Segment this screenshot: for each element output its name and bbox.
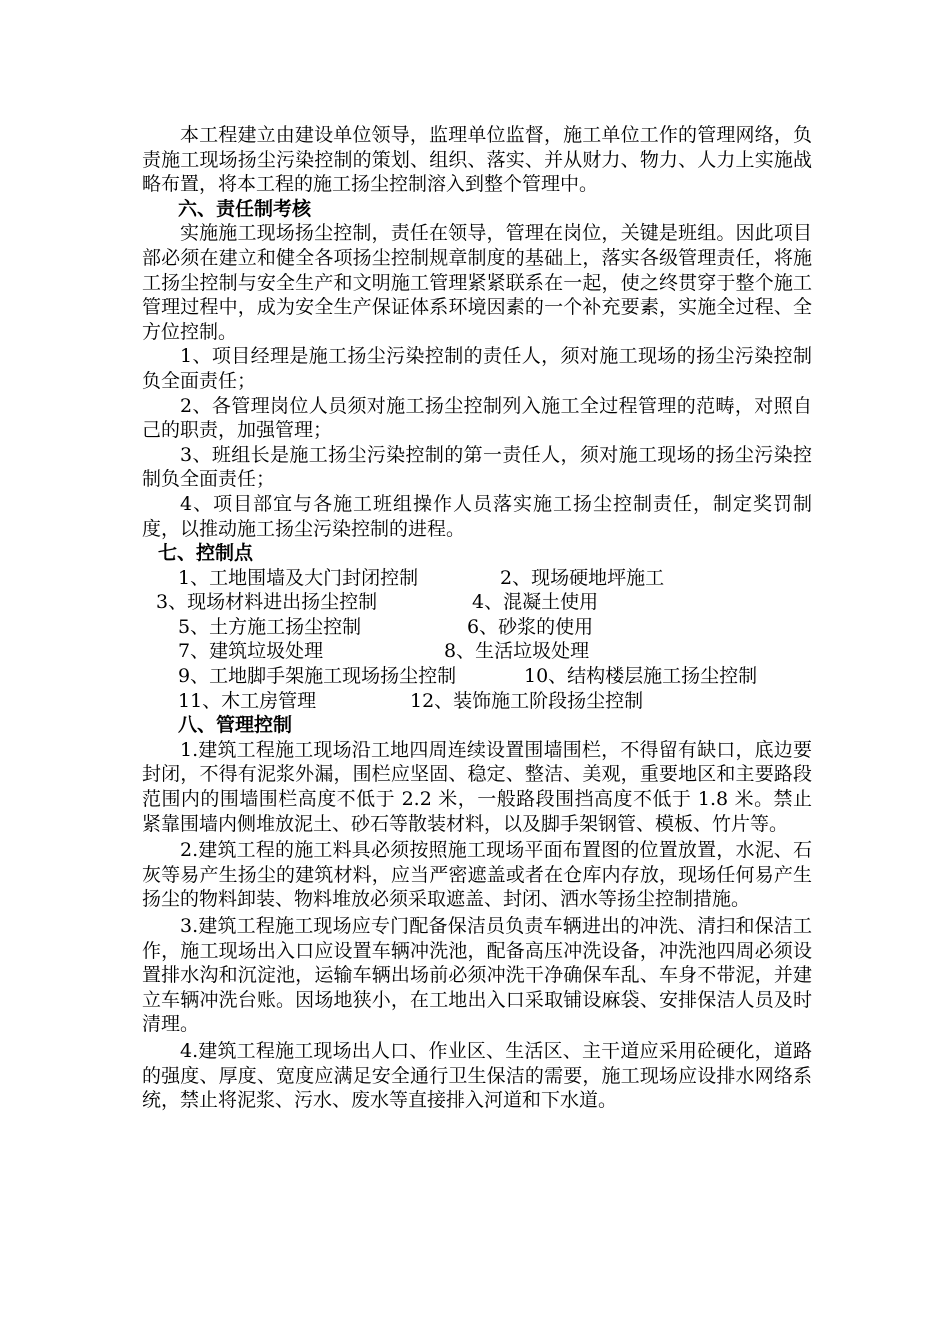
control-point-right: 10、结构楼层施工扬尘控制 bbox=[524, 665, 758, 688]
control-point-right: 6、砂浆的使用 bbox=[467, 615, 594, 638]
control-point-right: 4、混凝土使用 bbox=[472, 591, 599, 614]
section-6-item-2: 2、各管理岗位人员须对施工扬尘控制列入施工全过程管理的范畴，对照自己的职责，加强管理； bbox=[142, 394, 812, 442]
section-8-item-3: 3.建筑工程施工现场应专门配备保洁员负责车辆进出的冲洗、清扫和保洁工作，施工现场出入口应设置车辆冲洗池，配备高压冲洗设备，冲洗池四周必须设置排水沟和沉淀池，运输车辆出场前必须冲洗干净确保车乱、车身不带泥，并建立车辆冲洗台账。因场地狭小，在工地出入口采取铺设麻袋、安排保洁人员及时清理。 bbox=[142, 915, 812, 1036]
section-6-item-4: 4、项目部宜与各施工班组操作人员落实施工扬尘控制责任，制定奖罚制度，以推动施工扬尘污染控制的进程。 bbox=[142, 492, 812, 540]
control-point-right: 12、装饰施工阶段扬尘控制 bbox=[410, 689, 644, 712]
control-point-left: 7、建筑垃圾处理 bbox=[178, 640, 324, 663]
section-7-heading: 七、控制点 bbox=[158, 542, 254, 565]
control-point-right: 8、生活垃圾处理 bbox=[444, 640, 590, 663]
document-page bbox=[142, 123, 812, 1113]
control-point-row bbox=[142, 664, 812, 689]
control-point-left: 9、工地脚手架施工现场扬尘控制 bbox=[178, 665, 457, 688]
intro-paragraph: 本工程建立由建设单位领导，监理单位监督，施工单位工作的管理网络，负责施工现场扬尘污染控制的策划、组织、落实、并从财力、物力、人力上实施战略布置，将本工程的施工扬尘控制溶入到整个管理中。 bbox=[142, 124, 812, 196]
control-point-row bbox=[142, 566, 812, 591]
control-point-row bbox=[142, 689, 812, 714]
control-point-row bbox=[142, 639, 812, 664]
section-8-item-1: 1.建筑工程施工现场沿工地四周连续设置围墙围栏，不得留有缺口，底边要封闭，不得有泥浆外漏，围栏应坚固、稳定、整洁、美观，重要地区和主要路段范围内的围墙围栏高度不低于 2.2 米，一般路段围挡高度不低于 1.8 米。禁止紧靠围墙内侧堆放泥土、砂石等散装材料，以及脚手架钢管、模板、竹片等。 bbox=[142, 738, 812, 835]
control-point-left: 11、木工房管理 bbox=[178, 689, 317, 712]
control-point-left: 5、土方施工扬尘控制 bbox=[178, 615, 362, 638]
section-8-item-2: 2.建筑工程的施工料具必须按照施工现场平面布置图的位置放置，水泥、石灰等易产生扬尘的建筑材料，应当严密遮盖或者在仓库内存放，现场任何易产生扬尘的物料卸装、物料堆放必须采取遮盖、封闭、洒水等扬尘控制措施。 bbox=[142, 839, 812, 911]
control-point-left: 3、现场材料进出扬尘控制 bbox=[156, 591, 378, 614]
control-point-right: 2、现场硬地坪施工 bbox=[500, 566, 665, 589]
section-6-item-1: 1、项目经理是施工扬尘污染控制的责任人，须对施工现场的扬尘污染控制负全面责任； bbox=[142, 345, 812, 392]
control-point-row bbox=[142, 590, 812, 615]
section-6-intro: 实施施工现场扬尘控制，责任在领导，管理在岗位，关键是班组。因此项目部必须在建立和健全各项扬尘控制规章制度的基础上，落实各级管理责任，将施工扬尘控制与安全生产和文明施工管理紧紧联系在一起，使之终贯穿于整个施工管理过程中，成为安全生产保证体系环境因素的一个补充要素，实施全过程、全方位控制。 bbox=[142, 222, 812, 343]
section-8-item-4: 4.建筑工程施工现场出人口、作业区、生活区、主干道应采用砼硬化，道路的强度、厚度、宽度应满足安全通行卫生保洁的需要，施工现场应设排水网络系统，禁止将泥浆、污水、废水等直接排入河道和下水道。 bbox=[142, 1039, 812, 1112]
control-point-left: 1、工地围墙及大门封闭控制 bbox=[178, 566, 419, 589]
section-6-heading: 六、责任制考核 bbox=[178, 197, 312, 220]
section-6-item-3: 3、班组长是施工扬尘污染控制的第一责任人，须对施工现场的扬尘污染控制负全面责任； bbox=[142, 443, 812, 491]
section-8-heading: 八、管理控制 bbox=[178, 714, 293, 737]
control-point-row bbox=[142, 615, 812, 640]
